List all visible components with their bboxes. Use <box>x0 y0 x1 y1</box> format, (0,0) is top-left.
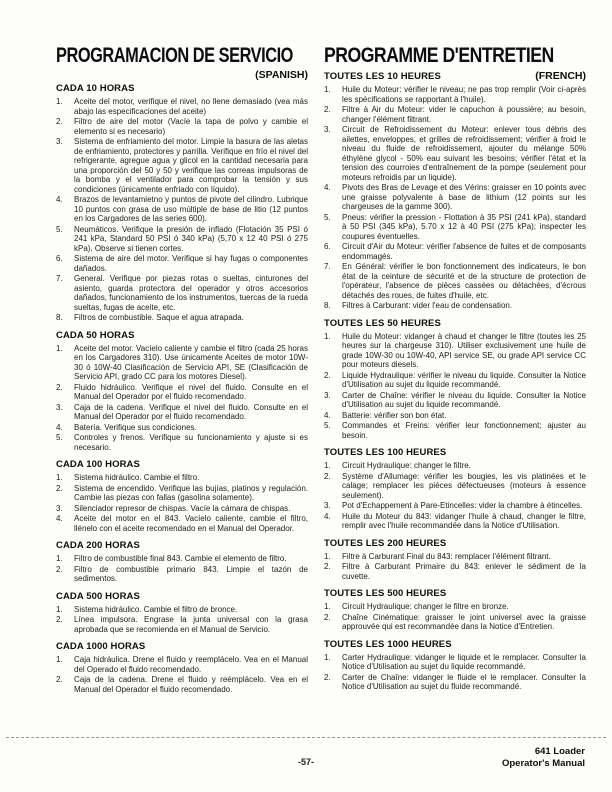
item-text: Circuit de Refroidissement du Moteur: enlever tous débris des ailettes, enveloppes, et grilles de refroidissement; vérifier à froid le niveau du fluide de refroidissement, ajouter du mélange 50% éthylène glycol - 50% eau suivant les besoins; vérifier l'état et la tension des courroies d'entraînement de la pompe (seulement pour moteurs refroidis par un liquide). <box>342 125 586 182</box>
item-text: Aceite del motor, verifique el nivel, no llene demasiado (vea más abajo las especificaciones del aceite) <box>74 97 308 116</box>
item-text: Silenciador represor de chispas. Vacíe la cámara de chispas. <box>74 503 291 513</box>
section-items <box>56 97 308 323</box>
item-number: 4. <box>56 195 63 204</box>
item-number: 1. <box>56 604 63 614</box>
item-text: Batería. Verifique sus condiciones. <box>74 422 197 432</box>
list-item <box>56 565 308 584</box>
list-item <box>324 411 586 421</box>
list-item <box>324 332 586 370</box>
item-number: 6. <box>324 242 331 251</box>
item-text: Filtros de combustible. Saque el agua atrapada. <box>74 313 244 322</box>
list-item <box>56 195 308 224</box>
list-item <box>324 301 586 311</box>
schedule-section <box>56 641 308 694</box>
item-number: 1. <box>324 602 331 611</box>
section-items <box>324 332 586 441</box>
manual-reference-model: 641 Loader <box>534 746 585 757</box>
item-text: Filtro de combustible primario 843. Limpie el tazón de sedimentos. <box>74 564 308 583</box>
language-tag-row-french <box>324 70 586 82</box>
list-item <box>56 433 308 452</box>
item-number: 2. <box>56 382 63 392</box>
item-text: Filtro de aire del motor (Vacíe la tapa de polvo y cambie el elemento si es necesario) <box>74 117 308 136</box>
schedule-section <box>324 85 586 311</box>
item-number: 1. <box>324 551 331 561</box>
list-item <box>324 105 586 124</box>
list-item <box>56 675 308 694</box>
item-text: Caja de la cadena. Verifique el nivel del fluido. Consulte en el Manual del Operador por el fluido recomendado. <box>74 402 308 421</box>
list-item <box>324 501 586 511</box>
list-item <box>56 504 308 514</box>
list-item <box>324 242 586 261</box>
item-text: Carter Hydraulique: vidanger le liquide et le remplacer. Consulter la Notice d'Utilisation au sujet du liquide recommandé. <box>342 652 586 671</box>
schedule-section <box>324 318 586 441</box>
section-heading: TOUTES LES 500 HEURES <box>324 588 447 599</box>
item-text: Filtre à Air du Moteur: vider le capuchon à poussière; au besoin, changer l'élément filtrant. <box>342 105 586 124</box>
item-number: 4. <box>324 410 331 420</box>
section-heading: CADA 100 HORAS <box>56 459 140 470</box>
list-item <box>324 673 586 692</box>
section-heading: TOUTES LES 10 HEURES <box>324 71 441 82</box>
list-item <box>324 461 586 471</box>
item-text: Controles y frenos. Verifique su funcionamiento y ajuste si es necesario. <box>74 433 308 452</box>
list-item <box>56 254 308 273</box>
schedule-section <box>56 591 308 635</box>
item-number: 1. <box>56 655 63 664</box>
section-items <box>324 85 586 311</box>
list-item <box>324 262 586 300</box>
section-heading: CADA 50 HORAS <box>56 329 135 341</box>
language-tag-spanish: (SPANISH) <box>255 69 308 81</box>
section-heading: TOUTES LES 100 HEURES <box>324 447 447 458</box>
item-text: Huile du Moteur: vidanger à chaud et changer le filtre (toutes les 25 heures sur la chargeuse 310). Utiliser exclusivement une huile de grade 10W-30 ou 10W-40, API service SE, ou grade API service CC pour moteurs diesels. <box>342 331 586 369</box>
item-text: Sistema de encendido. Verifique las bujías, platinos y regulación. Cambie las piezas con fallas (gasolina solamente). <box>74 483 308 502</box>
item-text: Système d'Allumage: vérifier les bougies, les vis platinées et le calage; remplacer les pièces défectueuses (moteurs à essence seulement). <box>342 471 586 500</box>
item-number: 7. <box>324 262 331 271</box>
item-text: Filtro de combustible final 843. Cambie el elemento de filtro. <box>74 554 287 563</box>
item-number: 5. <box>324 212 331 222</box>
item-number: 1. <box>56 473 63 482</box>
section-items <box>56 344 308 453</box>
item-text: Liquide Hydraulique: vérifier le niveau du liquide. Consulter la Notice d'Utilisation au sujet du liquide recommandé. <box>342 370 586 389</box>
page-title-spanish: PROGRAMACION DE SERVICIO <box>56 44 293 67</box>
list-item <box>324 421 586 440</box>
footer-divider <box>6 737 606 738</box>
list-item <box>324 512 586 531</box>
section-items <box>56 605 308 635</box>
list-item <box>56 97 308 116</box>
manual-reference-title: Operator's Manual <box>501 757 585 769</box>
item-number: 2. <box>324 105 331 114</box>
list-item <box>56 484 308 503</box>
section-heading: TOUTES LES 200 HEURES <box>324 537 447 549</box>
item-number: 2. <box>324 612 331 622</box>
item-text: Pivots des Bras de Levage et des Vérins: graisser en 10 points avec une graisse polyvalente à base de lithium (12 points sur les chargeuses de la gamme 300). <box>342 183 586 211</box>
item-number: 2. <box>56 615 63 624</box>
schedule-section <box>56 330 308 453</box>
item-text: Sistema hidráulico. Cambie el filtro de bronce. <box>74 604 238 614</box>
item-text: Circuit Hydraulique: changer le filtre. <box>342 461 471 470</box>
list-item <box>324 213 586 242</box>
item-number: 3. <box>324 390 331 400</box>
list-item <box>324 562 586 581</box>
section-items <box>324 552 586 582</box>
item-text: En Général: vérifier le bon fonctionnement des indicateurs, le bon état de la ceinture de sécurité et de la structure de protection de l'opérateur, l'absence de pièces cassées ou détachées, d'écrous détachés des roues, de fuites d'huile, etc. <box>342 262 586 300</box>
item-text: Neumáticos. Verifique la presión de inflado (Flotación 35 PSI ó 241 kPa, Standard 50 PSI ó 340 kPa) (5,70 x 12 40 PSI ó 275 kPa). Observe si tienen cortes. <box>74 224 308 253</box>
item-number: 4. <box>56 422 63 432</box>
item-text: Chaîne Cinématique: graisser le joint universel avec la graisse approuvée qui est recommandée dans la Notice d'Entretien. <box>342 612 586 631</box>
schedule-section <box>324 447 586 531</box>
list-item <box>56 554 308 564</box>
list-item <box>324 653 586 672</box>
section-items <box>324 461 586 531</box>
section-heading: CADA 200 HORAS <box>56 540 140 551</box>
list-item <box>56 403 308 422</box>
list-item <box>324 391 586 410</box>
item-number: 1. <box>324 331 331 341</box>
page-number: -57- <box>297 757 314 767</box>
list-item <box>56 313 308 323</box>
schedule-section <box>324 639 586 692</box>
item-number: 2. <box>56 117 63 126</box>
language-tag-french: (FRENCH) <box>535 70 586 82</box>
item-number: 7. <box>56 274 63 283</box>
item-text: General. Verifique por piezas rotas o sueltas, cinturones del asiento, guarda protectora del operador y otros accesorios dañados, funcionamiento de los instrumentos, tuercas de la rueda sueltas, fugas de aceite, etc. <box>74 274 308 312</box>
item-text: Sistema hidráulico. Cambie el filtro. <box>74 473 200 482</box>
section-heading: TOUTES LES 1000 HEURES <box>324 638 452 650</box>
list-item <box>56 473 308 483</box>
item-text: Fluido hidráulico. Verifique el nivel del fluido. Consulte en el Manual del Operador por el fluido recomendado. <box>74 382 308 401</box>
french-sections <box>324 82 586 693</box>
list-item <box>56 274 308 312</box>
spanish-sections <box>56 81 308 695</box>
item-text: Sistema de aire del motor. Verifique si hay fugas o componentes dañados. <box>74 254 308 273</box>
item-number: 2. <box>56 675 63 684</box>
section-items <box>56 655 308 694</box>
item-text: Circuit d'Air du Moteur: vérifier l'absence de fuites et de composants endommagés. <box>342 242 586 261</box>
list-item <box>56 605 308 615</box>
item-number: 5. <box>324 421 331 430</box>
item-text: Caja hidráulica. Drene el fluido y reemplácelo. Vea en el Manual del Operado el fluido recomendado. <box>74 655 308 674</box>
list-item <box>56 383 308 402</box>
item-number: 1. <box>324 461 331 470</box>
list-item <box>324 183 586 212</box>
section-heading: CADA 500 HORAS <box>56 590 140 602</box>
section-heading: TOUTES LES 50 HEURES <box>324 317 441 329</box>
schedule-section <box>56 83 308 323</box>
item-number: 1. <box>324 652 331 662</box>
section-heading: CADA 10 HORAS <box>56 83 135 94</box>
item-text: Filtres à Carburant: vider l'eau de condensation. <box>342 301 513 310</box>
item-text: Carter de Chaîne: vidanger le fluide el le remplacer. Consulter la Notice d'Utilisation au sujet du fluide recommandé. <box>342 672 586 691</box>
item-number: 2. <box>56 483 63 493</box>
list-item <box>56 117 308 136</box>
item-number: 5. <box>56 224 63 234</box>
item-number: 1. <box>56 97 63 106</box>
language-tag-row-spanish <box>56 68 308 81</box>
list-item <box>324 125 586 182</box>
item-text: Sistema de enfriamiento del motor. Limpie la basura de las aletas de enfriamiento, protectores y parrilla. Verifique en frío el nivel del refrigerante, agregue agua y glicol en la cantidad necesaria para una proporción del 50 y 50 y verifique las correas impulsoras de la bomba y el ventilador para comprobar la tensión y sus condiciones (únicamente enfriado con líquido). <box>74 137 308 194</box>
item-number: 1. <box>56 343 63 353</box>
list-item <box>56 655 308 674</box>
item-text: Aceite del motor. Vacíelo caliente y cambie el filtro (cada 25 horas en los Cargadores 310). Use únicamente Aceites de motor 10W-30 ó 10W-40 Clasificación de Servicio API, SE (Clasificación de Servicio API, grado CC para los motores Diesel). <box>74 343 308 381</box>
item-text: Filtre à Carburant Primaire du 843: enlever le sédiment de la cuvette. <box>342 562 586 581</box>
list-item <box>324 472 586 501</box>
item-number: 2. <box>324 370 331 380</box>
item-text: Pot d'Echappement à Pare-Etincelles: vider la chambre à étincelles. <box>342 501 583 510</box>
schedule-section <box>56 459 308 533</box>
list-item <box>324 552 586 562</box>
section-heading: CADA 1000 HORAS <box>56 641 146 652</box>
item-number: 2. <box>324 471 331 481</box>
list-item <box>324 602 586 612</box>
page-title-french: PROGRAMME D'ENTRETIEN <box>324 44 554 67</box>
item-number: 3. <box>324 125 331 134</box>
item-text: Pneus: vérifier la pression - Flottation à 35 PSI (241 kPa), standard à 50 PSI (345 kPa), 5.70 x 12 à 40 PSI (275 kPa); inspecter les coupures éventuelles. <box>342 212 586 241</box>
manual-reference <box>502 746 585 769</box>
item-text: Circuit Hydraulique: changer le filtre en bronze. <box>342 602 509 611</box>
item-text: Filtre à Carburant Final du 843: remplacer l'élément filtrant. <box>342 551 551 561</box>
item-number: 4. <box>324 183 331 192</box>
list-item <box>56 423 308 433</box>
item-number: 1. <box>324 85 331 94</box>
item-text: Línea impulsora. Engrase la junta universal con la grasa aprobada que se recomienda en el Manual de Servicio. <box>74 615 308 634</box>
item-number: 1. <box>56 554 63 563</box>
list-item <box>56 615 308 634</box>
list-item <box>324 613 586 632</box>
list-item <box>324 371 586 390</box>
item-number: 4. <box>56 514 63 523</box>
schedule-section <box>324 588 586 632</box>
item-text: Huile du Moteur du 843: vidanger l'huile à chaud, changer le filtre, remplir avec l'huile recommandée dans la Notice d'Utilisation. <box>342 511 586 530</box>
list-item <box>56 225 308 254</box>
item-text: Brazos de levantamietno y puntos de pivote del cilindro. Lubrique 10 puntos con grasa de uso múltiple de base de litio (12 puntos en los Cargadores de las series 600). <box>74 195 308 223</box>
section-items <box>324 653 586 692</box>
list-item <box>56 514 308 533</box>
section-items <box>324 602 586 632</box>
item-text: Batterie: vérifier son bon état. <box>342 410 447 420</box>
spanish-column <box>56 44 308 695</box>
item-text: Huile du Moteur: vérifier le niveau; ne pas trop remplir (Voir ci-après les spécifications se rapportant à l'huile). <box>342 85 586 104</box>
item-number: 2. <box>324 562 331 571</box>
item-text: Carter de Chaîne: vérifier le niveau du liquide. Consulter la Notice d'Utilisation au sujet du liquide recommandé. <box>342 390 586 409</box>
item-number: 2. <box>56 564 63 574</box>
schedule-section <box>324 538 586 582</box>
item-number: 5. <box>56 433 63 442</box>
item-number: 6. <box>56 254 63 263</box>
item-number: 4. <box>324 511 331 521</box>
item-text: Caja de la cadena. Drene el fluido y reémplácelo. Vea en el Manual del Operador el fluido recomendado. <box>74 675 308 694</box>
item-number: 2. <box>324 672 331 682</box>
item-number: 3. <box>324 501 331 510</box>
item-number: 8. <box>324 301 331 310</box>
item-number: 3. <box>56 402 63 412</box>
item-text: Aceite del motor en el 843. Vacíelo caliente, cambie el filtro, llénelo con el aceite recomendado en el Manual del Operador. <box>74 514 308 533</box>
list-item <box>324 85 586 104</box>
section-items <box>56 473 308 533</box>
french-column <box>324 44 586 695</box>
list-item <box>56 344 308 382</box>
item-number: 3. <box>56 503 63 513</box>
schedule-section <box>56 540 308 584</box>
item-number: 3. <box>56 137 63 146</box>
section-items <box>56 554 308 584</box>
item-number: 8. <box>56 313 63 322</box>
list-item <box>56 137 308 194</box>
item-text: Commandes et Freins: vérifier leur fonctionnement; ajuster au besoin. <box>342 421 586 440</box>
